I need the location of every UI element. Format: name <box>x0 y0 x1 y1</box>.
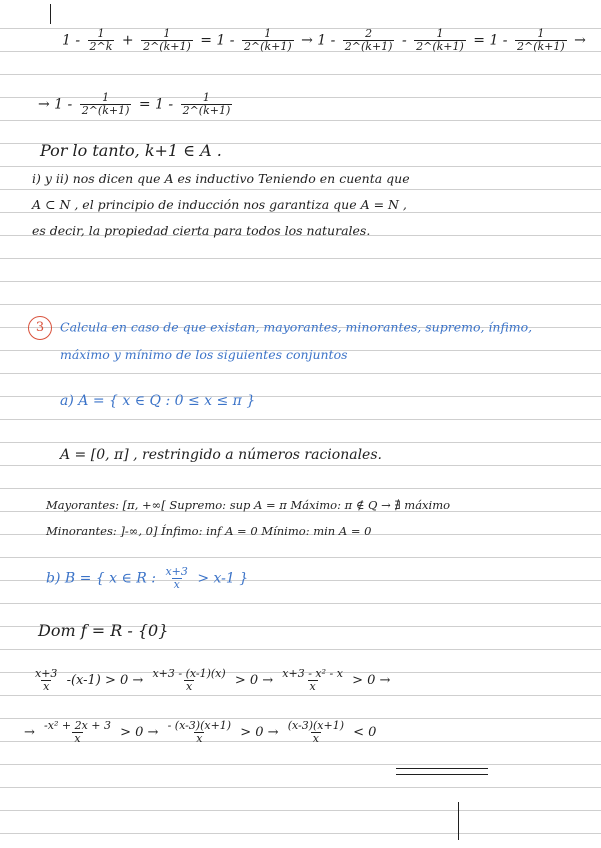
text: → <box>24 725 40 740</box>
exercise-heading-cont: máximo y mínimo de los siguientes conjuntos <box>60 347 348 362</box>
text: > 0 → <box>120 725 163 740</box>
denominator: x <box>309 680 316 693</box>
text: → <box>574 32 586 49</box>
numerator: x+3 <box>165 565 188 578</box>
margin-mark-top <box>50 4 51 24</box>
denominator: 2^(k+1) <box>243 40 292 53</box>
text: + <box>121 32 139 49</box>
fraction <box>80 92 132 117</box>
denominator: x <box>196 732 203 745</box>
numerator: 1 <box>436 27 444 40</box>
domain-line: Dom f = R - {0} <box>38 621 169 640</box>
numerator: 1 <box>97 27 105 40</box>
text: = 1 - <box>200 32 239 49</box>
fraction <box>414 28 466 53</box>
text: -(x-1) > 0 → <box>66 673 148 688</box>
text: → 1 - <box>38 96 77 113</box>
numerator: 1 <box>102 91 110 104</box>
paragraph-line-3: es decir, la propiedad cierta para todos los naturales. <box>32 223 371 238</box>
exercise-heading <box>28 316 532 340</box>
text: > 0 → <box>240 725 283 740</box>
fraction <box>141 28 193 53</box>
exercise-statement: Calcula en caso de que existan, mayorantes, minorantes, supremo, ínfimo, <box>60 319 533 335</box>
bounds-upper-row: Mayorantes: [π, +∞[ Supremo: sup A = π Máximo: π ∉ Q → ∄ máximo <box>46 498 451 512</box>
fraction <box>166 720 234 745</box>
fraction <box>280 668 345 693</box>
denominator: x <box>312 732 319 745</box>
numerator: 2 <box>365 27 373 40</box>
inequality-row-1 <box>30 668 390 693</box>
numerator: 1 <box>163 27 171 40</box>
text: > 0 → <box>234 673 278 688</box>
fraction <box>163 566 189 591</box>
fraction <box>33 668 59 693</box>
exercise-number-badge: 3 <box>28 316 52 340</box>
result-underline-1 <box>396 768 488 769</box>
fraction <box>515 28 567 53</box>
fraction <box>286 720 346 745</box>
fraction <box>88 28 115 53</box>
numerator: -x² + 2x + 3 <box>44 719 111 732</box>
set-a-definition: a) A = { x ∈ Q : 0 ≤ x ≤ π } <box>60 393 256 409</box>
fraction <box>181 92 233 117</box>
numerator: (x-3)(x+1) <box>287 719 345 732</box>
text: = 1 - <box>473 32 512 49</box>
text: → 1 - <box>301 32 340 49</box>
fraction <box>42 720 113 745</box>
margin-mark-bottom <box>458 802 459 840</box>
denominator: 2^(k+1) <box>344 40 393 53</box>
text: - <box>401 32 412 49</box>
denominator: x <box>173 578 180 591</box>
denominator: 2^(k+1) <box>516 40 565 53</box>
denominator: 2^(k+1) <box>182 104 231 117</box>
bounds-lower-row: Minorantes: ]-∞, 0] Ínfimo: inf A = 0 Mínimo: min A = 0 <box>46 524 372 538</box>
equation-line-2 <box>38 92 235 117</box>
numerator: 1 <box>264 27 272 40</box>
denominator: 2^(k+1) <box>81 104 130 117</box>
paragraph-line-2: A ⊂ N , el principio de inducción nos garantiza que A = N , <box>32 197 407 212</box>
inequality-row-2 <box>24 720 376 745</box>
numerator: x+3 - x² - x <box>282 667 343 680</box>
result-underline-2 <box>396 774 488 775</box>
numerator: - (x-3)(x+1) <box>167 719 232 732</box>
numerator: x+3 - (x-1)(x) <box>152 667 226 680</box>
conclusion-line: Por lo tanto, k+1 ∈ A . <box>40 141 222 160</box>
numerator: x+3 <box>35 667 58 680</box>
denominator: 2^(k+1) <box>416 40 464 53</box>
text: > 0 → <box>352 673 391 688</box>
paragraph-line-1: i) y ii) nos dicen que A es inductivo Teniendo en cuenta que <box>32 171 410 186</box>
numerator: 1 <box>202 91 210 104</box>
denominator: x <box>185 680 193 693</box>
denominator: 2^(k+1) <box>143 40 191 53</box>
text: > x-1 } <box>197 570 249 587</box>
fraction <box>150 668 227 693</box>
text: b) B = { x ∈ R : <box>46 570 161 587</box>
fraction <box>343 28 395 53</box>
set-b-definition <box>46 566 248 591</box>
set-a-interval: A = [0, π] , restringido a números racionales. <box>60 447 382 463</box>
text: 1 - <box>62 32 85 49</box>
text: = 1 - <box>138 96 178 113</box>
denominator: x <box>74 732 81 745</box>
denominator: x <box>43 680 50 693</box>
numerator: 1 <box>537 27 545 40</box>
text: < 0 <box>353 725 377 740</box>
fraction <box>242 28 294 53</box>
denominator: 2^k <box>89 40 113 53</box>
equation-line-1 <box>62 28 586 53</box>
